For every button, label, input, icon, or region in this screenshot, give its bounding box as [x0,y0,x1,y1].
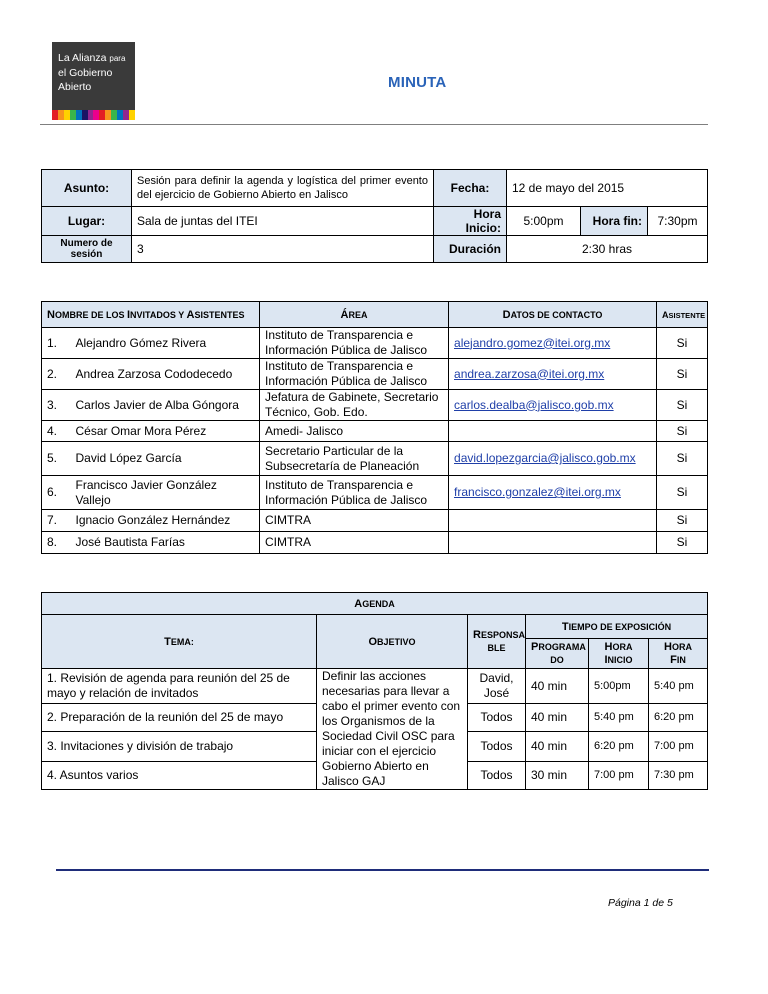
guest-number: 4. [42,421,76,442]
guest-attended: Si [657,421,708,442]
guest-email [449,476,657,510]
logo-stripes [52,110,135,120]
agenda-objetivo-header: OBJETIVO [317,615,468,669]
guest-area: Instituto de Transparencia e Información Pública de Jalisco [260,476,449,510]
guest-email [449,359,657,390]
agenda-responsable: Todos [468,704,526,732]
guests-attendee-header: ASISTENTE [657,302,708,328]
agenda-objective: Definir las acciones necesarias para llevar a cabo el primer evento con los Organismos de la Sociedad Civil OSC para iniciar con el ejercicio Gobierno Abierto en Jalisco GAJ [317,669,468,790]
guest-name: Carlos Javier de Alba Góngora [76,390,260,421]
agenda-programado: 40 min [526,732,589,762]
guests-contact-header: DATOS DE CONTACTO [449,302,657,328]
guest-email-link[interactable]: francisco.gonzalez@itei.org.mx [454,485,621,499]
hora-fin-label: Hora fin: [581,207,648,236]
header-divider [40,124,708,125]
agenda-programado: 40 min [526,704,589,732]
agenda-tema: 4. Asuntos varios [42,762,317,790]
agenda-fin: 6:20 pm [649,704,708,732]
guest-row [42,476,708,510]
guest-email-link[interactable]: alejandro.gomez@itei.org.mx [454,335,611,350]
guest-area: Secretario Particular de la Subsecretaría de Planeación [260,442,449,476]
guest-attended: Si [657,532,708,554]
agenda-fin: 7:30 pm [649,762,708,790]
page-number: Página 1 de 5 [608,897,673,909]
logo-text: La Alianza para el Gobierno Abierto [58,52,126,93]
agenda-fin: 5:40 pm [649,669,708,704]
guest-number: 1. [42,328,76,359]
guest-email [449,532,657,554]
page-title: MINUTA [388,74,447,91]
agenda-programado-header: PROGRAMA DO [526,639,589,669]
agenda-tema-header: TEMA: [42,615,317,669]
agenda-responsable-header: RESPONSA BLE [468,615,526,669]
agenda-tiempo-header: TIEMPO DE EXPOSICIÓN [526,615,708,639]
guest-row [42,390,708,421]
logo [52,42,135,120]
guest-area: CIMTRA [260,532,449,554]
agenda-title: AGENDA [42,593,708,615]
agenda-table [41,592,708,790]
guest-number: 3. [42,390,76,421]
guest-email [449,510,657,532]
guest-name: Alejandro Gómez Rivera [76,328,260,359]
guest-email [449,390,657,421]
guest-area: Amedi- Jalisco [260,421,449,442]
guest-number: 7. [42,510,76,532]
guest-email-link[interactable]: carlos.dealba@jalisco.gob.mx [454,397,614,412]
agenda-inicio: 6:20 pm [589,732,649,762]
agenda-row [42,669,708,704]
guests-table [41,301,708,554]
sesion-value: 3 [132,236,434,263]
duracion-label: Duración [434,236,507,263]
hora-inicio-label: Hora Inicio: [434,207,507,236]
guest-number: 5. [42,442,76,476]
agenda-tema: 3. Invitaciones y división de trabajo [42,732,317,762]
guest-area: Jefatura de Gabinete, Secretario Técnico, Gob. Edo. [260,390,449,421]
agenda-hora-inicio-header: HORA INICIO [589,639,649,669]
asunto-value: Sesión para definir la agenda y logística del primer evento del ejercicio de Gobierno Abierto en Jalisco [132,170,434,207]
guest-attended: Si [657,476,708,510]
agenda-responsable: Todos [468,732,526,762]
guest-name: César Omar Mora Pérez [76,421,260,442]
agenda-tema: 1. Revisión de agenda para reunión del 25 de mayo y relación de invitados [42,669,317,704]
guest-area: Instituto de Transparencia e Información Pública de Jalisco [260,359,449,390]
guest-row [42,421,708,442]
hora-fin-value: 7:30pm [648,207,708,236]
guest-area: Instituto de Transparencia e Información Pública de Jalisco [260,328,449,359]
hora-inicio-value: 5:00pm [507,207,581,236]
guest-email-link[interactable]: andrea.zarzosa@itei.org.mx [454,366,605,381]
guest-row [42,359,708,390]
fecha-value: 12 de mayo del 2015 [507,170,708,207]
guest-row [42,442,708,476]
guests-name-header: NOMBRE DE LOS INVITADOS Y ASISTENTES [42,302,260,328]
agenda-inicio: 5:00pm [589,669,649,704]
guest-attended: Si [657,510,708,532]
agenda-fin: 7:00 pm [649,732,708,762]
agenda-inicio: 5:40 pm [589,704,649,732]
meeting-info-table [41,169,708,263]
guest-email-link[interactable]: david.lopezgarcia@jalisco.gob.mx [454,451,636,465]
guest-name: Francisco Javier González Vallejo [76,476,260,510]
guest-email [449,421,657,442]
sesion-label: Numero de sesión [42,236,132,263]
guest-attended: Si [657,328,708,359]
guest-name: Andrea Zarzosa Cododecedo [76,359,260,390]
guest-row [42,532,708,554]
logo-stripe [129,110,135,120]
duracion-value: 2:30 hras [507,236,708,263]
guest-number: 2. [42,359,76,390]
agenda-programado: 30 min [526,762,589,790]
guest-area: CIMTRA [260,510,449,532]
agenda-tema: 2. Preparación de la reunión del 25 de mayo [42,704,317,732]
guest-attended: Si [657,390,708,421]
guest-row [42,510,708,532]
agenda-hora-fin-header: HORA FIN [649,639,708,669]
guests-area-header: ÁREA [260,302,449,328]
guest-name: Ignacio González Hernández [76,510,260,532]
lugar-value: Sala de juntas del ITEI [132,207,434,236]
lugar-label: Lugar: [42,207,132,236]
footer-divider [56,869,709,871]
guest-row [42,328,708,359]
guest-email [449,328,657,359]
agenda-responsable: Todos [468,762,526,790]
agenda-programado: 40 min [526,669,589,704]
asunto-label: Asunto: [42,170,132,207]
guest-attended: Si [657,442,708,476]
guest-name: José Bautista Farías [76,532,260,554]
guest-attended: Si [657,359,708,390]
guest-number: 6. [42,476,76,510]
guest-email [449,442,657,476]
guest-name: David López García [76,442,260,476]
agenda-responsable: David, José [468,669,526,704]
fecha-label: Fecha: [434,170,507,207]
agenda-inicio: 7:00 pm [589,762,649,790]
guest-number: 8. [42,532,76,554]
